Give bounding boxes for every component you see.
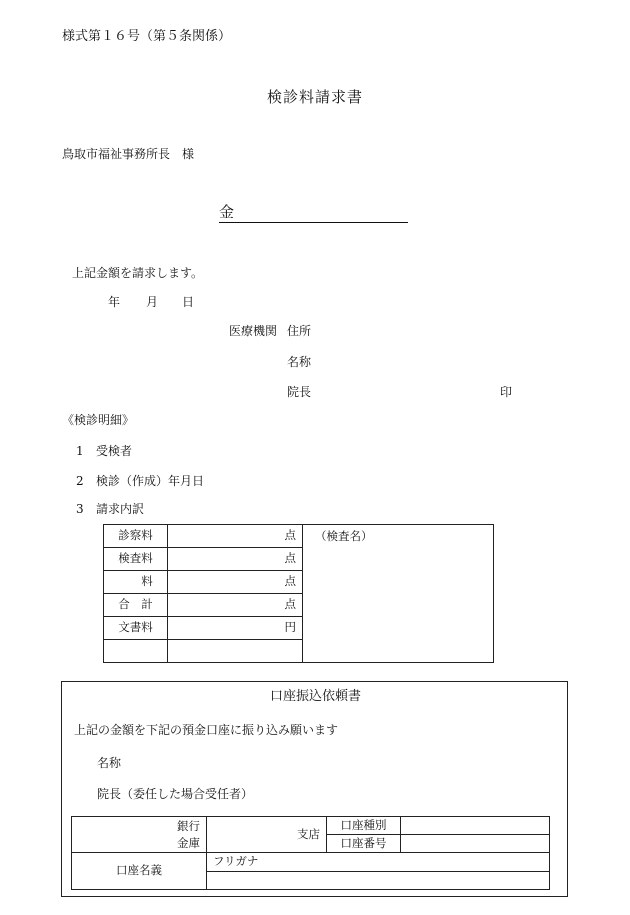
month-label: 月 xyxy=(146,295,159,309)
branch-cell[interactable] xyxy=(207,817,327,853)
fee-value-cell[interactable]: 点 xyxy=(168,571,303,594)
account-holder-field[interactable] xyxy=(207,871,550,890)
fee-label: 検査料 xyxy=(104,548,168,571)
detail-item-label: 受検者 xyxy=(96,444,133,458)
furigana-label: フリガナ xyxy=(213,854,259,868)
bank-name-cell[interactable] xyxy=(72,817,207,853)
detail-item-number: 3 xyxy=(76,502,84,516)
exam-name-label: （検査名） xyxy=(315,529,373,543)
account-number-label: 口座番号 xyxy=(327,835,401,853)
institution-name-label: 名称 xyxy=(287,355,312,369)
year-label: 年 xyxy=(108,295,121,309)
fee-label: 料 xyxy=(104,571,168,594)
detail-item-label: 検診（作成）年月日 xyxy=(96,474,205,488)
day-label: 日 xyxy=(182,295,195,309)
fee-label: 合 計 xyxy=(104,594,168,617)
fee-value-cell[interactable] xyxy=(168,640,303,663)
bank-row xyxy=(72,853,550,872)
transfer-name-label: 名称 xyxy=(97,756,122,770)
form-id: 様式第１６号（第５条関係） xyxy=(62,29,232,44)
addressee: 鳥取市福祉事務所長 様 xyxy=(62,147,195,161)
bank-row xyxy=(72,817,550,835)
detail-item-number: 2 xyxy=(76,474,84,488)
document-title: 検診料請求書 xyxy=(266,88,363,106)
account-holder-label: 口座名義 xyxy=(72,853,207,890)
amount-label: 金 xyxy=(219,203,235,221)
fee-row xyxy=(104,525,494,548)
detail-item-label: 請求内訳 xyxy=(96,502,145,516)
branch-label: 支店 xyxy=(297,826,320,841)
bank-label: 銀行 xyxy=(177,818,200,833)
detail-item-examinee xyxy=(76,445,132,457)
transfer-statement: 上記の金額を下記の預金口座に振り込み願います xyxy=(74,723,339,737)
fee-label: 文書料 xyxy=(104,617,168,640)
seal-mark: 印 xyxy=(500,385,513,399)
furigana-field[interactable] xyxy=(207,853,550,872)
detail-item-date xyxy=(76,475,204,487)
institution-director-label: 院長 xyxy=(287,385,312,399)
account-type-field[interactable] xyxy=(401,817,550,835)
exam-name-cell[interactable] xyxy=(303,525,494,663)
fee-value-cell[interactable]: 点 xyxy=(168,525,303,548)
details-title: 《検診明細》 xyxy=(62,413,135,427)
date-line xyxy=(108,296,194,308)
transfer-director-label: 院長（委任した場合受任者） xyxy=(97,787,254,801)
fee-label: 診察料 xyxy=(104,525,168,548)
fee-value-cell[interactable]: 点 xyxy=(168,548,303,571)
detail-item-breakdown xyxy=(76,503,144,515)
request-statement: 上記金額を請求します。 xyxy=(72,266,204,280)
account-type-label: 口座種別 xyxy=(327,817,401,835)
transfer-title: 口座振込依頼書 xyxy=(269,689,361,704)
bank-account-table xyxy=(71,816,550,890)
fee-breakdown-table xyxy=(103,524,494,663)
institution-label: 医療機関 xyxy=(229,324,278,338)
amount-field-line[interactable] xyxy=(219,222,408,223)
credit-union-label: 金庫 xyxy=(177,835,200,850)
detail-item-number: 1 xyxy=(76,444,84,458)
institution-address-label: 住所 xyxy=(287,324,312,338)
account-number-field[interactable] xyxy=(401,835,550,853)
fee-value-cell[interactable]: 点 xyxy=(168,594,303,617)
fee-value-cell[interactable]: 円 xyxy=(168,617,303,640)
fee-label[interactable] xyxy=(104,640,168,663)
